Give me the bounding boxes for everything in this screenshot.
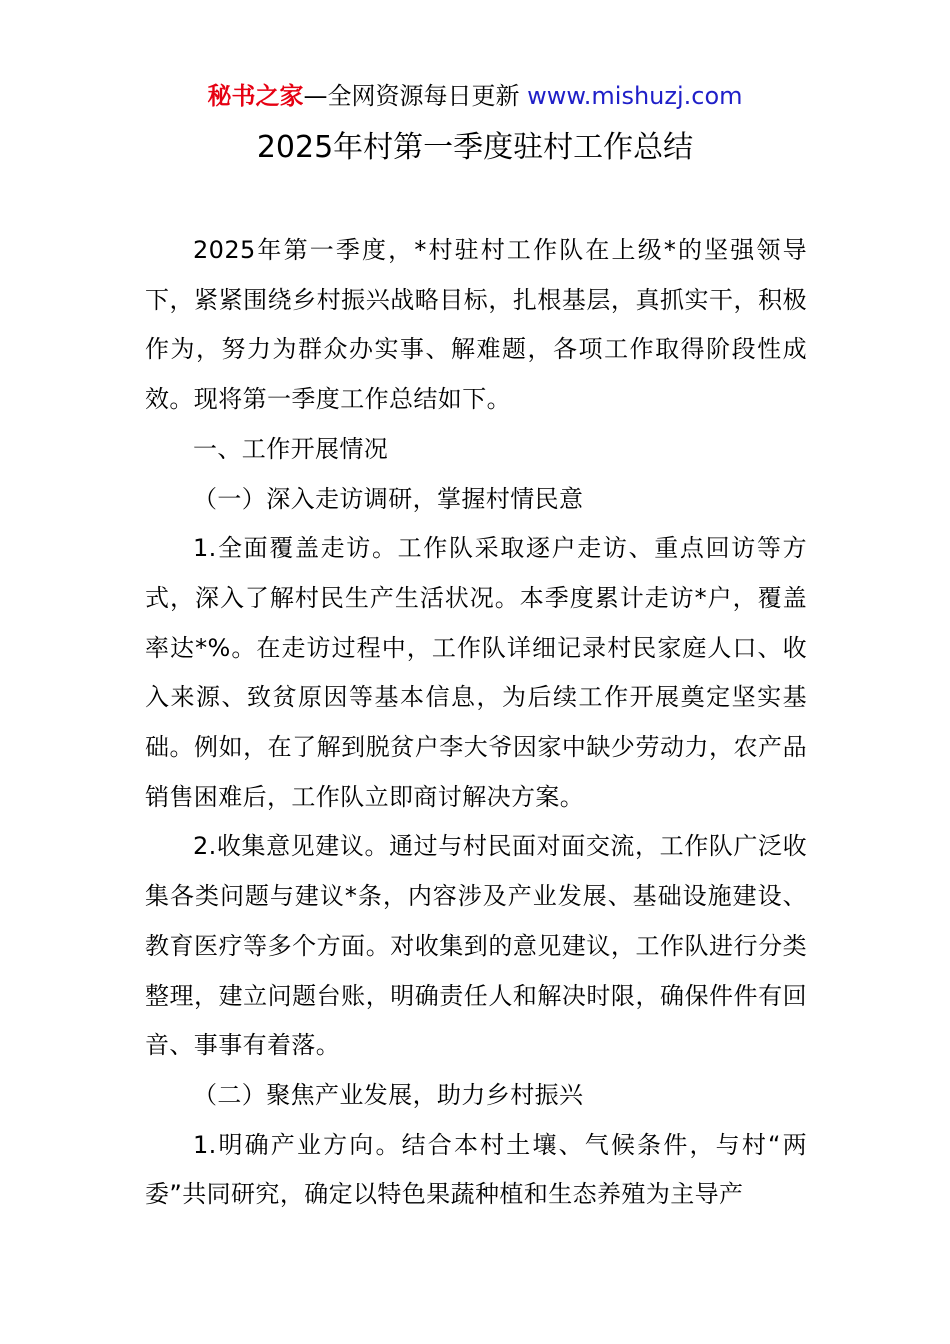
site-banner xyxy=(0,80,950,112)
banner-slogan: —全网资源每日更新 xyxy=(303,82,528,110)
section-heading-work-status: 一、工作开展情况 xyxy=(193,434,389,463)
intro-paragraph: 2025年第一季度，*村驻村工作队在上级*的坚强领导下，紧紧围绕乡村振兴战略目标，扎根基层，真抓实干，积极作为，努力为群众办实事、解难题，各项工作取得阶段性成效。现将第一季度工作总结如下。 xyxy=(145,236,807,414)
paragraph-full-coverage-visits: 1.全面覆盖走访。工作队采取逐户走访、重点回访等方式，深入了解村民生产生活状况。本季度累计走访*户，覆盖率达*%。在走访过程中，工作队详细记录村民家庭人口、收入来源、致贫原因等基本信息，为后续工作开展奠定坚实基础。例如，在了解到脱贫户李大爷因家中缺少劳动力，农产品销售困难后，工作队立即商讨解决方案。 xyxy=(145,534,807,811)
brand-name: 秘书之家 xyxy=(207,82,304,110)
subsection-heading-industry: （二）聚焦产业发展，助力乡村振兴 xyxy=(193,1080,584,1109)
paragraph-collect-suggestions: 2.收集意见建议。通过与村民面对面交流，工作队广泛收集各类问题与建议*条，内容涉及产业发展、基础设施建设、教育医疗等多个方面。对收集到的意见建议，工作队进行分类整理，建立问题台账，明确责任人和解决时限，确保件件有回音、事事有着落。 xyxy=(145,832,807,1060)
paragraph-industry-direction: 1.明确产业方向。结合本村土壤、气候条件，与村“两委”共同研究，确定以特色果蔬种植和生态养殖为主导产 xyxy=(145,1130,807,1209)
document-body xyxy=(145,226,807,1220)
subsection-heading-visits: （一）深入走访调研，掌握村情民意 xyxy=(193,484,584,513)
site-url-link[interactable]: www.mishuzj.com xyxy=(527,82,743,110)
document-title: 2025年村第一季度驻村工作总结 xyxy=(256,130,694,165)
